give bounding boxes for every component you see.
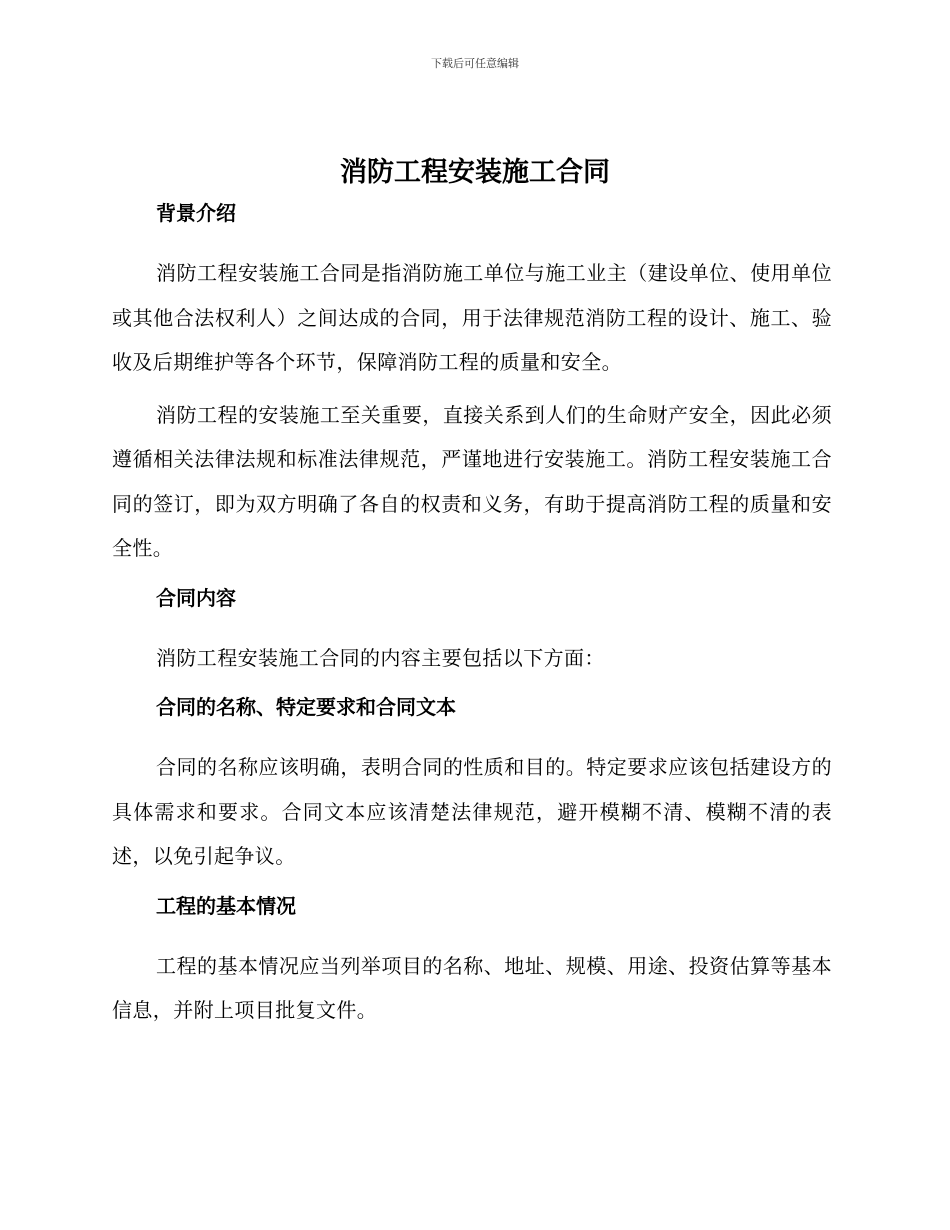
section-heading-contract-content: 合同内容 bbox=[156, 585, 236, 610]
document-title: 消防工程安装施工合同 bbox=[340, 157, 610, 188]
paragraph-background-2: 消防工程的安装施工至关重要，直接关系到人们的生命财产安全，因此必须遵循相关法律法规和标准法律规范，严谨地进行安装施工。消防工程安装施工合同的签订，即为双方明确了各自的权责和义务，有助于提高消防工程的质量和安全性。 bbox=[112, 402, 832, 560]
page-header-note: 下载后可任意编辑 bbox=[431, 57, 519, 70]
paragraph-contract-content-1: 消防工程安装施工合同的内容主要包括以下方面： bbox=[156, 645, 605, 670]
paragraph-name-requirements-1: 合同的名称应该明确，表明合同的性质和目的。特定要求应该包括建设方的具体需求和要求。合同文本应该清楚法律规范，避开模糊不清、模糊不清的表述，以免引起争议。 bbox=[112, 755, 832, 868]
section-heading-background: 背景介绍 bbox=[156, 201, 236, 225]
section-heading-name-requirements: 合同的名称、特定要求和合同文本 bbox=[156, 695, 456, 719]
document-body bbox=[112, 198, 832, 1033]
paragraph-project-basics-1: 工程的基本情况应当列举项目的名称、地址、规模、用途、投资估算等基本信息，并附上项目批复文件。 bbox=[112, 953, 832, 1022]
section-heading-project-basics: 工程的基本情况 bbox=[156, 893, 296, 918]
paragraph-background-1: 消防工程安装施工合同是指消防施工单位与施工业主（建设单位、使用单位或其他合法权利人）之间达成的合同，用于法律规范消防工程的设计、施工、验收及后期维护等各个环节，保障消防工程的质量和安全。 bbox=[112, 261, 832, 374]
